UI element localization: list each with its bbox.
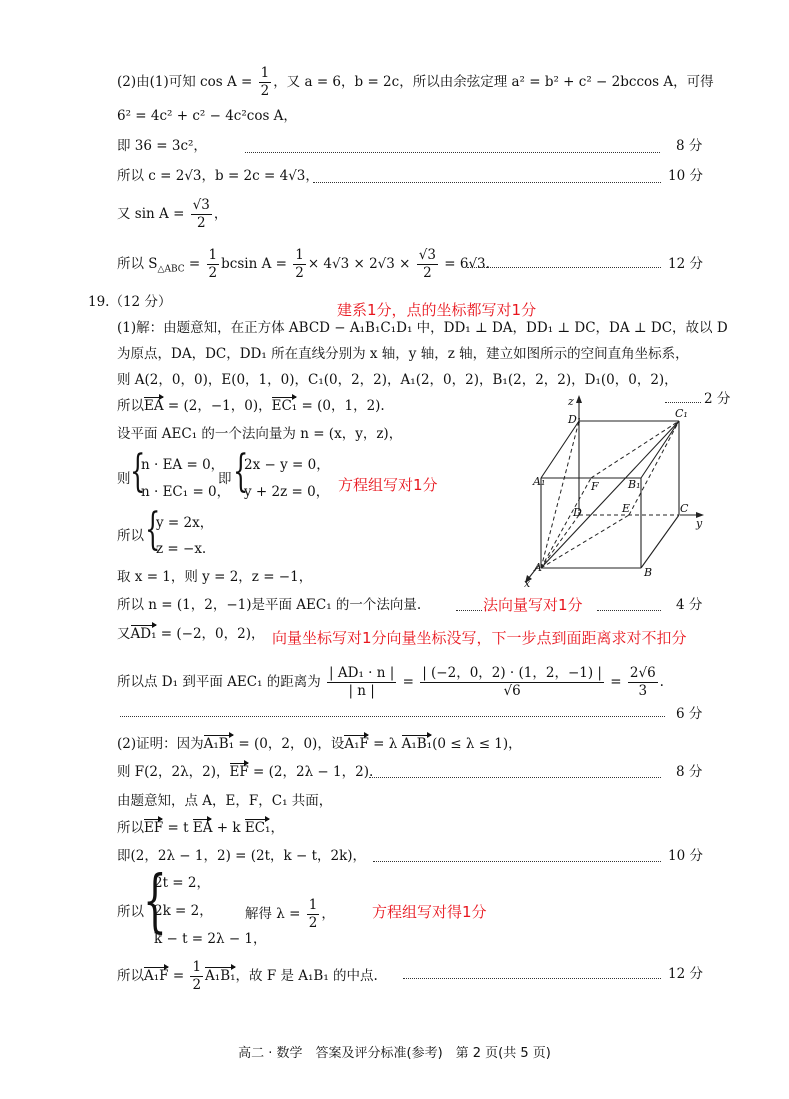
page-footer: 高二 · 数学 答案及评分标准(参考) 第 2 页(共 5 页) (238, 1046, 551, 1061)
score-mark: 8 分 (676, 138, 703, 154)
score-mark: 12 分 (668, 966, 703, 982)
dot-leader (120, 716, 665, 717)
fraction: $\frac{\text{| AD₁ · n |}}{| n |}$ (329, 665, 395, 699)
line-AE-hidden (541, 515, 629, 568)
score-mark: 6 分 (676, 706, 703, 722)
label-B1: B₁ (628, 478, 641, 491)
equation-row: y = 2x， (156, 515, 214, 531)
equation-row: z = −x. (156, 541, 207, 557)
brace: { (233, 446, 249, 497)
equation-row: n · EA = 0， (141, 457, 225, 473)
solution-line: 所以 c = 2√3，b = 2c = 4√3， (117, 168, 319, 184)
solution-line: (2)证明：因为A₁B₁ = (0，2，0)，设A₁F = λ A₁B₁(0 ≤ λ ≤ 1)， (117, 736, 522, 752)
solution-line: 即 36 = 3c²， (117, 138, 207, 154)
label-B: B (644, 566, 653, 579)
solution-line: 又AD₁ = (−2，0，2)， (117, 626, 265, 642)
solution-line: 即(2，2λ − 1，2) = (2t，k − t，2k)， (117, 848, 367, 864)
solution-line: (2)由(1)可知 cos A = $\frac{1}{2}$ ，又 a = 6，b = 2c，所以由余弦定理 a² = b² + c² − 2bccos A，可得 (117, 65, 714, 99)
solution-line: 6² = 4c² + c² − 4c²cos A， (117, 108, 297, 124)
cube-figure (510, 395, 710, 590)
score-mark: 10 分 (668, 168, 703, 184)
line-EC1-hidden (629, 421, 679, 515)
solution-line: 由题意知，点 A，E，F，C₁ 共面， (117, 793, 333, 809)
fraction: $\frac{1}{2}$ (260, 65, 270, 99)
fraction: $\frac{√3}{2}$ (192, 197, 210, 231)
dot-leader (403, 978, 661, 979)
grader-annotation: 法向量写对1分 (483, 596, 583, 614)
label-F: F (591, 480, 599, 493)
fraction: $\frac{1}{2}$ (208, 247, 218, 281)
equation-row: 2x − y = 0， (244, 457, 330, 473)
solution-line: 所以A₁F = $\frac{1}{2}$ A₁B₁，故 F 是 A₁B₁ 的中点. (117, 959, 378, 993)
equation-row: n · EC₁ = 0， (141, 484, 231, 500)
solution-text: 即 (218, 471, 232, 487)
label-x: x (524, 577, 531, 590)
solution-text: 所以 (117, 904, 144, 920)
edge-D1A1 (541, 421, 579, 478)
dot-leader (373, 861, 661, 862)
solution-line: 所以 $S_{\triangle ABC}$ = $\frac{1}{2}$ bcsin A = $\frac{1}{2}$ × 4√3 × 2√3 × $\frac{√3}{2}$ = 6√3. (117, 247, 490, 281)
label-C: C (680, 502, 689, 515)
grader-annotation: 方程组写对1分 (338, 476, 438, 494)
score-mark: 12 分 (668, 256, 703, 272)
solution-line: 设平面 AEC₁ 的一个法向量为 n = (x，y，z)， (117, 426, 403, 442)
score-mark: 10 分 (668, 848, 703, 864)
dot-leader (313, 182, 661, 183)
grader-annotation: 方程组写对得1分 (372, 903, 487, 921)
edge-DA-hidden (541, 515, 579, 568)
solution-line: 为原点，DA，DC，DD₁ 所在直线分别为 x 轴，y 轴，z 轴，建立如图所示的空间直角坐标系， (117, 346, 689, 362)
solution-line: (1)解：由题意知，在正方体 ABCD − A₁B₁C₁D₁ 中，DD₁ ⊥ DA，DD₁ ⊥ DC，DA ⊥ DC，故以 D (117, 320, 728, 336)
dot-leader (369, 777, 661, 778)
score-mark: 4 分 (676, 597, 703, 613)
fraction: $\frac{| (-2,0,2) \cdot (1,2,-1) |}{√6}$ (422, 665, 602, 699)
label-D: D (573, 506, 582, 519)
label-y: y (696, 517, 703, 530)
solution-text: 则 (117, 471, 131, 487)
line-AD1-hidden (541, 421, 579, 568)
label-E: E (622, 502, 631, 515)
solution-line: 则 A(2，0，0)，E(0，1，0)，C₁(0，2，2)，A₁(2，0，2)，B₁(2，2，2)，D₁(0，0，2)， (117, 372, 678, 388)
brace: { (130, 446, 146, 497)
fraction: $\frac{1}{2}$ (295, 247, 304, 281)
solution-line: 又 sin A = $\frac{√3}{2}$ ， (117, 197, 228, 231)
fraction: $\frac{2√6}{3}$ (629, 665, 656, 699)
solution-line: 取 x = 1，则 y = 2，z = −1， (117, 569, 313, 585)
dot-leader (467, 267, 661, 268)
solution-line: 所以点 D₁ 到平面 AEC₁ 的距离为 $\frac{\text{| AD₁ · n |}}{| n |}$ = $\frac{| (-2,0,2) \cdot (1,2,-1) |}{√6}$ = $\frac{2√6}{3}$ . (117, 665, 664, 699)
label-D1: D₁ (568, 413, 582, 426)
grader-annotation: 建系1分，点的坐标都写对1分 (337, 301, 537, 319)
equation-row: k − t = 2λ − 1， (154, 931, 267, 947)
fraction: $\frac{√3}{2}$ (418, 247, 436, 281)
dot-leader (597, 610, 661, 611)
equation-row: 2t = 2， (154, 875, 210, 891)
edge-C1B1 (641, 421, 679, 478)
label-A1: A₁ (533, 475, 546, 488)
fraction: $\frac{1}{2}$ (192, 959, 202, 993)
solution-line: 所以EA = (2，−1，0)，EC₁ = (0，1，2). (117, 398, 385, 414)
solution-text: 所以 (117, 528, 144, 544)
label-C1: C₁ (675, 407, 688, 420)
score-mark: 2 分 (704, 391, 731, 407)
label-A: A (534, 561, 542, 574)
solution-line: 所以 n = (1，2，−1)是平面 AEC₁ 的一个法向量. (117, 597, 422, 613)
question-number: 19.（12 分） (88, 294, 172, 310)
score-mark: 8 分 (676, 764, 703, 780)
grader-annotation: 向量坐标写对1分向量坐标没写，下一步点到面距离求对不扣分 (272, 629, 687, 647)
label-z: z (568, 395, 574, 408)
solution-text: 解得 λ = $\frac{1}{2}$ ， (245, 897, 335, 931)
z-axis-arrow (576, 395, 582, 403)
solution-line: 则 F(2，2λ，2)，EF = (2，2λ − 1，2). (117, 764, 374, 780)
diag-AC1 (541, 421, 679, 568)
solution-line: 所以EF = t EA + k EC₁， (117, 820, 284, 836)
equation-row: 2k = 2， (154, 903, 213, 919)
fraction: $\frac{1}{2}$ (308, 897, 318, 931)
line-FC1-hidden (591, 421, 679, 478)
brace: { (143, 862, 167, 941)
equation-row: y + 2z = 0， (244, 484, 330, 500)
dot-leader (245, 152, 660, 153)
edge-BC (641, 515, 679, 568)
dot-leader (456, 610, 482, 611)
brace: { (145, 504, 161, 555)
